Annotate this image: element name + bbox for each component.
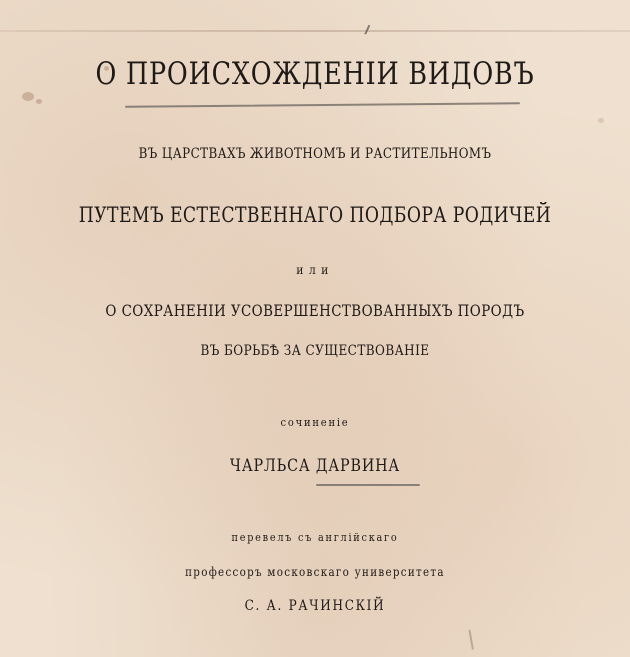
- ink-stain: [22, 92, 34, 101]
- ink-stain: [36, 99, 42, 104]
- translator-title: профессоръ московскаго университета: [185, 565, 445, 579]
- ink-stain: [598, 118, 604, 123]
- book-title: О ПРОИСХОЖДЕНІИ ВИДОВЪ: [95, 56, 535, 92]
- subtitle-realms: ВЪ ЦАРСТВАХЪ ЖИВОТНОМЪ И РАСТИТЕЛЬНОМЪ: [138, 146, 492, 162]
- translator-name: С. А. РАЧИНСКІЙ: [244, 598, 386, 614]
- translated-from: перевелъ съ англійскаго: [231, 531, 399, 544]
- subtitle-natural-selection: ПУТЕМЪ ЕСТЕСТВЕННАГО ПОДБОРА РОДИЧЕЙ: [78, 203, 552, 227]
- pencil-underline-title: [125, 102, 520, 107]
- pencil-tick-mark: [364, 25, 375, 37]
- subtitle-or: или: [296, 263, 334, 277]
- pencil-underline-author: [316, 484, 420, 486]
- subtitle-struggle: ВЪ БОРЬБѢ ЗА СУЩЕСТВОВАНІЕ: [200, 343, 430, 359]
- author-name: ЧАРЛЬСА ДАРВИНА: [229, 456, 401, 476]
- paper-edge-mark: [468, 626, 493, 650]
- work-label: сочиненіе: [280, 416, 350, 429]
- subtitle-preservation: О СОХРАНЕНІИ УСОВЕРШЕНСТВОВАННЫХЪ ПОРОДЪ: [105, 301, 525, 320]
- page-fold-line: [0, 30, 630, 32]
